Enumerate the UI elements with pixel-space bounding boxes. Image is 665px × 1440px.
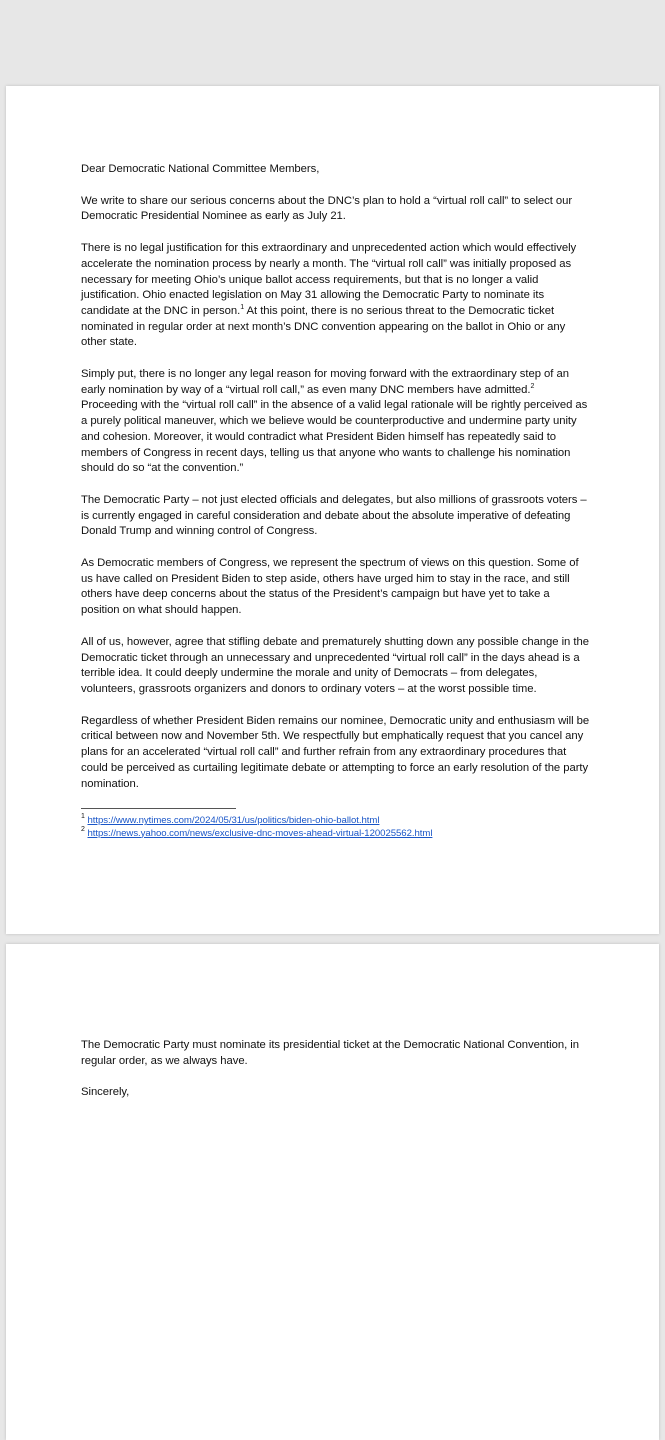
footnote-mark: 2: [81, 825, 85, 833]
page-1-body: [81, 162, 591, 840]
footnote-reference-2[interactable]: 2: [530, 382, 535, 390]
footnote-link-nytimes[interactable]: https://www.nytimes.com/2024/05/31/us/politics/biden-ohio-ballot.html: [87, 815, 380, 827]
letter-page-1: [6, 86, 659, 934]
salutation: Dear Democratic National Committee Members,: [81, 163, 320, 175]
page-2-body: [81, 1038, 591, 1117]
paragraph-text: Simply put, there is no longer any legal reason for moving forward with the extraordinary step of an early nomination by way of a “virtual roll call,” as even many DNC members have admitted.: [81, 368, 569, 396]
paragraph-text: Proceeding with the “virtual roll call” in the absence of a valid legal rationale will be rightly perceived as a purely political maneuver, which we believe would be counterproductive and undermine party unity and cohesion. Moreover, it would contradict what President Biden himself has repeatedly said to members of Congress in recent days, telling us that anyone who wants to challenge his nomination should do so “at the convention.”: [81, 399, 588, 475]
paragraph-party-debate: The Democratic Party – not just elected officials and delegates, but also millions of grassroots voters – is currently engaged in careful consideration and debate about the absolute imperative of defeating Donald Trump and winning control of Congress.: [81, 493, 587, 538]
paragraph-conclusion: The Democratic Party must nominate its presidential ticket at the Democratic National Convention, in regular order, as we always have.: [81, 1039, 579, 1067]
paragraph-legal-justification: [81, 241, 591, 351]
footnotes: [81, 815, 591, 840]
paragraph-text: There is no legal justification for this extraordinary and unprecedented action which would effectively accelerate the nomination process by nearly a month. The “virtual roll call” was initially proposed as necessary for meeting Ohio’s unique ballot access requirements, but that is no longer a valid justification. Ohio enacted legislation on May 31 allowing the Democratic Party to nominate its candidate at the DNC in person.: [81, 242, 577, 317]
paragraph-request: Regardless of whether President Biden remains our nominee, Democratic unity and enthusiasm will be critical between now and November 5th. We respectfully but emphatically request that you cancel any plans for an accelerated “virtual roll call” and further refrain from any extraordinary procedures that could be perceived as curtailing legitimate debate or attempting to force an early resolution of the party nomination.: [81, 714, 590, 790]
paragraph-stifling-debate: All of us, however, agree that stifling debate and prematurely shutting down any possible change in the Democratic ticket through an unnecessary and unprecedented “virtual roll call” in the days ahead is a terrible idea. It could deeply undermine the morale and unity of Democrats – from delegates, volunteers, grassroots organizers and donors to ordinary voters – at the worst possible time.: [81, 635, 589, 695]
footnote-2: [81, 825, 591, 840]
footnote-divider: [81, 808, 236, 809]
paragraph-political-maneuver: [81, 367, 591, 477]
footnote-1: [81, 815, 591, 827]
paragraph-spectrum-of-views: As Democratic members of Congress, we represent the spectrum of views on this question. Some of us have called on President Biden to step aside, others have urged him to stay in the race, and still others have deep concerns about the status of the President’s campaign but have yet to take a position on what should happen.: [81, 557, 579, 617]
footnote-reference-1[interactable]: 1: [240, 303, 245, 311]
paragraph-intro: We write to share our serious concerns about the DNC’s plan to hold a “virtual roll call” to select our Democratic Presidential Nominee as early as July 21.: [81, 194, 573, 223]
letter-page-2: [6, 944, 659, 1440]
paragraph-text: At this point, there is no serious threat to the Democratic ticket nominated in regular order at next month’s DNC convention appearing on the ballot in Ohio or any other state.: [81, 304, 566, 349]
closing: Sincerely,: [81, 1086, 130, 1099]
footnote-mark: 1: [81, 813, 85, 821]
footnote-link-yahoo[interactable]: https://news.yahoo.com/news/exclusive-dnc-moves-ahead-virtual-120025562.html: [87, 827, 433, 839]
